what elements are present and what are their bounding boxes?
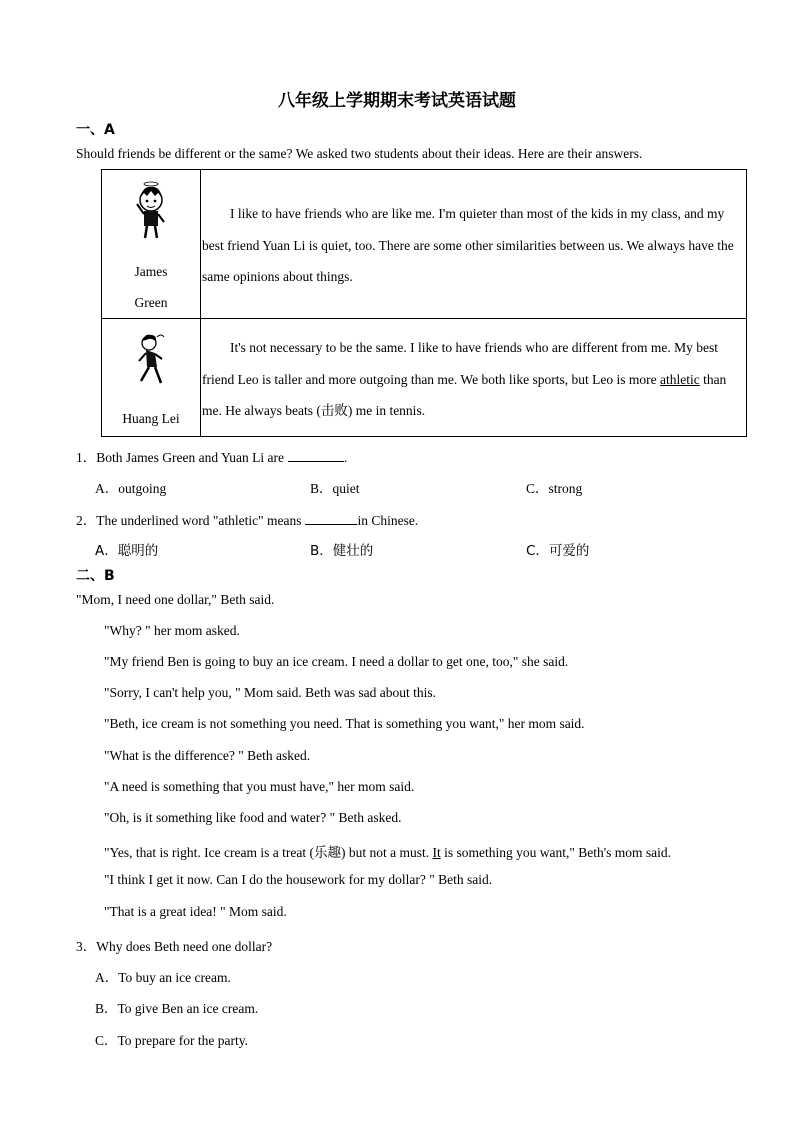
question-1-stem: 1．Both James Green and Yuan Li are bbox=[76, 450, 284, 465]
story-line: "A need is something that you must have," her mom said. bbox=[104, 779, 415, 794]
student-answer-cell bbox=[201, 170, 747, 319]
option-c[interactable]: C．strong bbox=[526, 481, 583, 496]
story-line: "I think I get it now. Can I do the housework for my dollar? " Beth said. bbox=[104, 872, 493, 887]
question-1-stem-end: . bbox=[343, 450, 348, 465]
story-text: "Yes, that is right. Ice cream is a treat (乐趣) but not a must. bbox=[104, 845, 433, 860]
section-b-heading: 二、B bbox=[76, 568, 115, 584]
option-a[interactable]: A．聪明的 bbox=[95, 543, 159, 559]
story-line: "Sorry, I can't help you, " Mom said. Beth was sad about this. bbox=[104, 685, 437, 700]
story-line bbox=[104, 841, 671, 861]
option-b[interactable]: B．quiet bbox=[310, 481, 360, 496]
student-answer bbox=[201, 332, 746, 427]
story-line: "My friend Ben is going to buy an ice cream. I need a dollar to get one, too," she said. bbox=[104, 654, 569, 669]
student-name-cell bbox=[102, 319, 201, 437]
table-row bbox=[102, 170, 747, 319]
underlined-word-it: It bbox=[432, 845, 441, 860]
table-row bbox=[102, 319, 747, 437]
option-b[interactable]: B．健壮的 bbox=[310, 543, 374, 559]
option-c[interactable]: C．可爱的 bbox=[526, 543, 590, 559]
option-a[interactable]: A．To buy an ice cream. bbox=[95, 970, 231, 985]
story-text-cont: is something you want," Beth's mom said. bbox=[440, 845, 672, 860]
student-name-cont: Green bbox=[134, 295, 168, 310]
story-line: "Why? " her mom asked. bbox=[104, 623, 240, 638]
cartoon-runner-icon bbox=[131, 331, 171, 389]
section-a-heading: 一、A bbox=[76, 122, 115, 138]
question-1 bbox=[76, 446, 347, 466]
page-title: 八年级上学期期末考试英语试题 bbox=[278, 91, 516, 111]
option-a[interactable]: A．outgoing bbox=[95, 481, 167, 496]
student-name: James bbox=[134, 264, 168, 279]
answer-blank bbox=[305, 512, 357, 525]
student-name: Huang Lei bbox=[122, 411, 180, 426]
story-line: "Mom, I need one dollar," Beth said. bbox=[76, 592, 275, 607]
student-opinions-table bbox=[101, 169, 747, 437]
section-a-intro: Should friends be different or the same? We asked two students about their ideas. Here are their answers. bbox=[76, 146, 643, 161]
cartoon-boy-icon bbox=[131, 180, 171, 242]
answer-text: It's not necessary to be the same. I like to have friends who are different from me. My best friend Leo is taller and more outgoing than me. We both like sports, but Leo is more bbox=[202, 340, 719, 387]
question-2 bbox=[76, 509, 418, 529]
option-b[interactable]: B．To give Ben an ice cream. bbox=[95, 1001, 259, 1016]
answer-blank bbox=[288, 449, 344, 462]
question-2-stem-end: in Chinese. bbox=[357, 513, 419, 528]
story-line: "What is the difference? " Beth asked. bbox=[104, 748, 311, 763]
student-answer: I like to have friends who are like me. I'm quieter than most of the kids in my class, and my best friend Yuan Li is quiet, too. There are some other similarities between us. We always have the same opinions about things. bbox=[202, 206, 734, 284]
underlined-word-athletic: athletic bbox=[659, 371, 700, 387]
question-2-stem: 2．The underlined word "athletic" means bbox=[76, 513, 302, 528]
student-answer-cell bbox=[201, 319, 747, 437]
story-line: "That is a great idea! " Mom said. bbox=[104, 904, 287, 919]
story-line: "Beth, ice cream is not something you need. That is something you want," her mom said. bbox=[104, 716, 585, 731]
student-name-cell bbox=[102, 170, 201, 319]
answer-text-cont: than me. He always beats (击败) me in tennis. bbox=[202, 371, 727, 418]
story-line: "Oh, is it something like food and water? " Beth asked. bbox=[104, 810, 402, 825]
option-c[interactable]: C．To prepare for the party. bbox=[95, 1033, 248, 1048]
question-3: 3．Why does Beth need one dollar? bbox=[76, 939, 273, 954]
